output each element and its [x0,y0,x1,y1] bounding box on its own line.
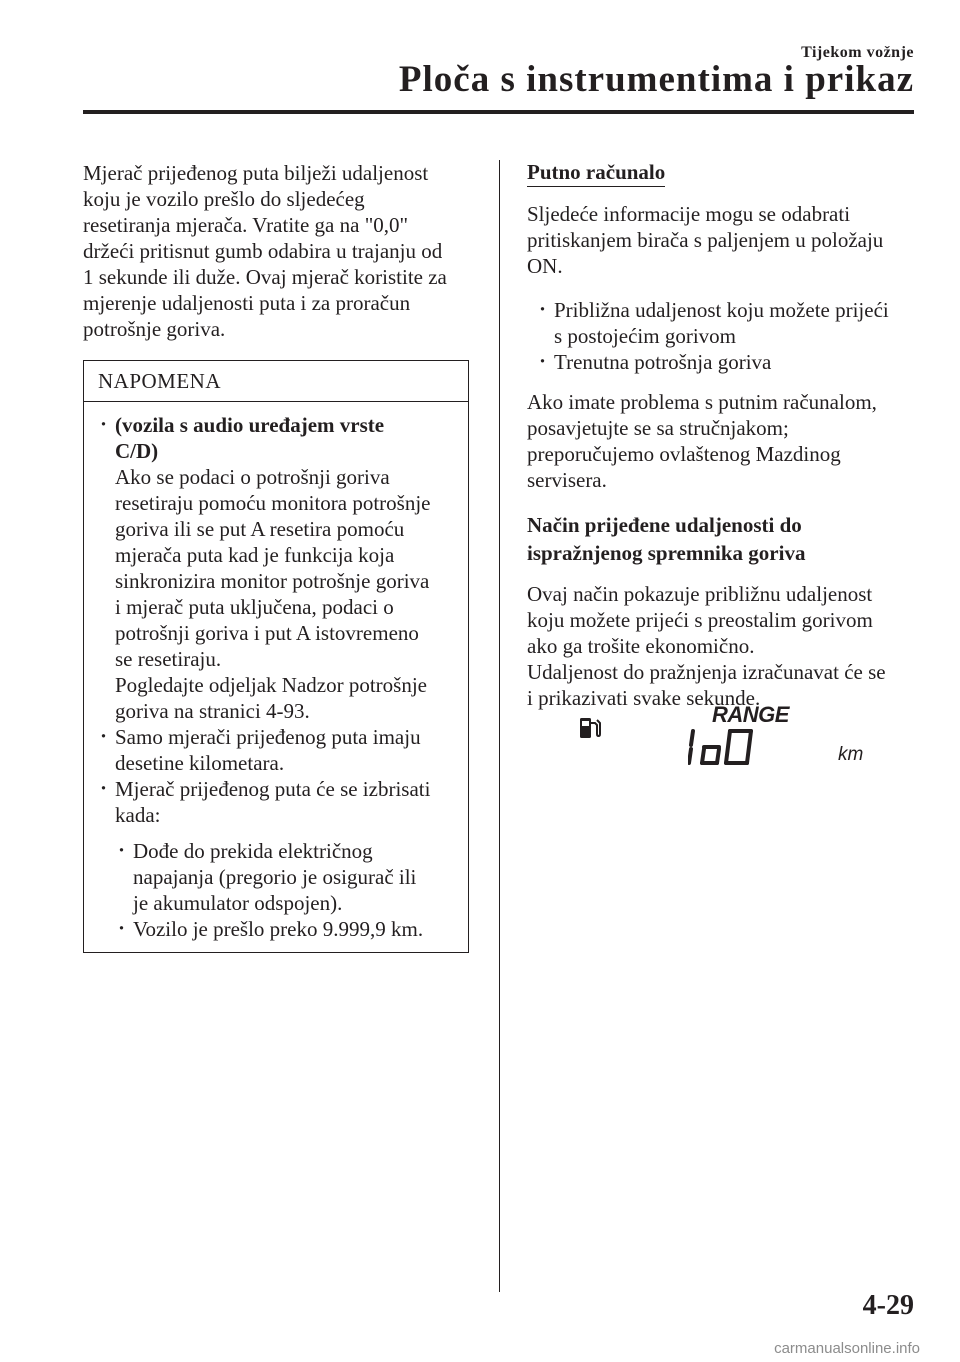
list-item [537,297,917,349]
note-heading: NAPOMENA [84,361,468,402]
mode-paragraph [527,581,917,711]
text-line: goriva na stranici 4-93. [115,699,310,723]
text-line: sinkronizira monitor potrošnje goriva [115,569,430,593]
note-sub-bullet [116,916,450,942]
text-line: 1 sekunde ili duže. Ovaj mjerač koristite za [83,265,447,289]
header-rule [83,110,914,114]
page-title: Ploča s instrumentima i prikaz [398,59,914,100]
subsection-heading [527,511,917,567]
note-box [83,360,469,953]
intro-paragraph [83,160,469,342]
text-line: potrošnji goriva i put A istovremeno [115,621,419,645]
text-line: mjerenje udaljenosti puta i za proračun [83,291,411,315]
column-divider [499,160,500,1292]
section-heading: Putno računalo [527,160,665,187]
watermark: carmanualsonline.info [774,1340,920,1357]
text-line: Sljedeće informacije mogu se odabrati [527,202,851,226]
note-sub-bullet [116,838,450,916]
text-line: servisera. [527,468,607,492]
text-line: · Vozilo je prešlo preko 9.999,9 km. [133,917,424,941]
range-display-illustration [570,702,870,770]
text-line: i mjerač puta uključena, podaci o [115,595,394,619]
text-line: ispražnjenog spremnika goriva [527,541,806,565]
text-line: i prikazivati svake sekunde. [527,686,761,710]
text-line: Ako imate problema s putnim računalom, [527,390,877,414]
text-line: · Dođe do prekida električnog [133,839,373,863]
fuel-pump-icon [578,714,604,740]
text-line: mjerača puta kad je funkcija koja [115,543,395,567]
text-line: Pogledajte odjeljak Nadzor potrošnje [115,673,427,697]
text-line: držeći pritisnut gumb odabira u trajanju od [83,239,443,263]
text-line: koju možete prijeći s preostalim gorivom [527,608,873,632]
text-line: kada: [115,803,161,827]
list-item [537,349,917,375]
text-line: potrošnje goriva. [83,317,226,341]
text-line: goriva ili se put A resetira pomoću [115,517,405,541]
segment-digits [688,728,758,766]
right-column [527,160,917,711]
text-line: pritiskanjem birača s paljenjem u položaju [527,228,884,252]
text-line: preporučujemo ovlaštenog Mazdinog [527,442,841,466]
note-body [84,402,468,952]
text-line: resetiranja mjerača. Vratite ga na "0,0" [83,213,409,237]
range-label: RANGE [712,702,789,727]
note-bullet-title: C/D) [115,439,159,463]
text-line: ako ga trošite ekonomično. [527,634,755,658]
problem-paragraph [527,389,917,493]
note-bullet [98,412,450,724]
text-line: s postojećim gorivom [554,324,736,348]
text-line: posavjetujte se sa stručnjakom; [527,416,789,440]
text-line: · Samo mjerači prijeđenog puta imaju [115,725,421,749]
header-section-label: Tijekom vožnje [801,44,914,61]
text-line: · Trenutna potrošnja goriva [554,350,772,374]
text-line: napajanja (pregorio je osigurač ili [133,865,417,889]
text-line: se resetiraju. [115,647,222,671]
text-line: Udaljenost do pražnjenja izračunavat će se [527,660,886,684]
unit-label: km [838,744,864,765]
text-line: je akumulator odspojen). [133,891,343,915]
text-line: desetine kilometara. [115,751,285,775]
note-bullet [98,724,450,776]
text-line: · Približna udaljenost koju možete prijeći [554,298,889,322]
text-line: Ovaj način pokazuje približnu udaljenost [527,582,873,606]
intro-paragraph [527,201,917,279]
text-line: ON. [527,254,563,278]
note-bullet [98,776,450,828]
text-line: resetiraju pomoću monitora potrošnje [115,491,431,515]
page-number: 4-29 [862,1290,914,1321]
left-column [83,160,469,953]
text-line: koju je vozilo prešlo do sljedećeg [83,187,365,211]
text-line: Način prijeđene udaljenosti do [527,513,802,537]
text-line: Ako se podaci o potrošnji goriva [115,465,390,489]
text-line: Mjerač prijeđenog puta bilježi udaljenost [83,161,429,185]
note-bullet-title: · (vozila s audio uređajem vrste [115,413,385,437]
text-line: · Mjerač prijeđenog puta će se izbrisati [115,777,431,801]
